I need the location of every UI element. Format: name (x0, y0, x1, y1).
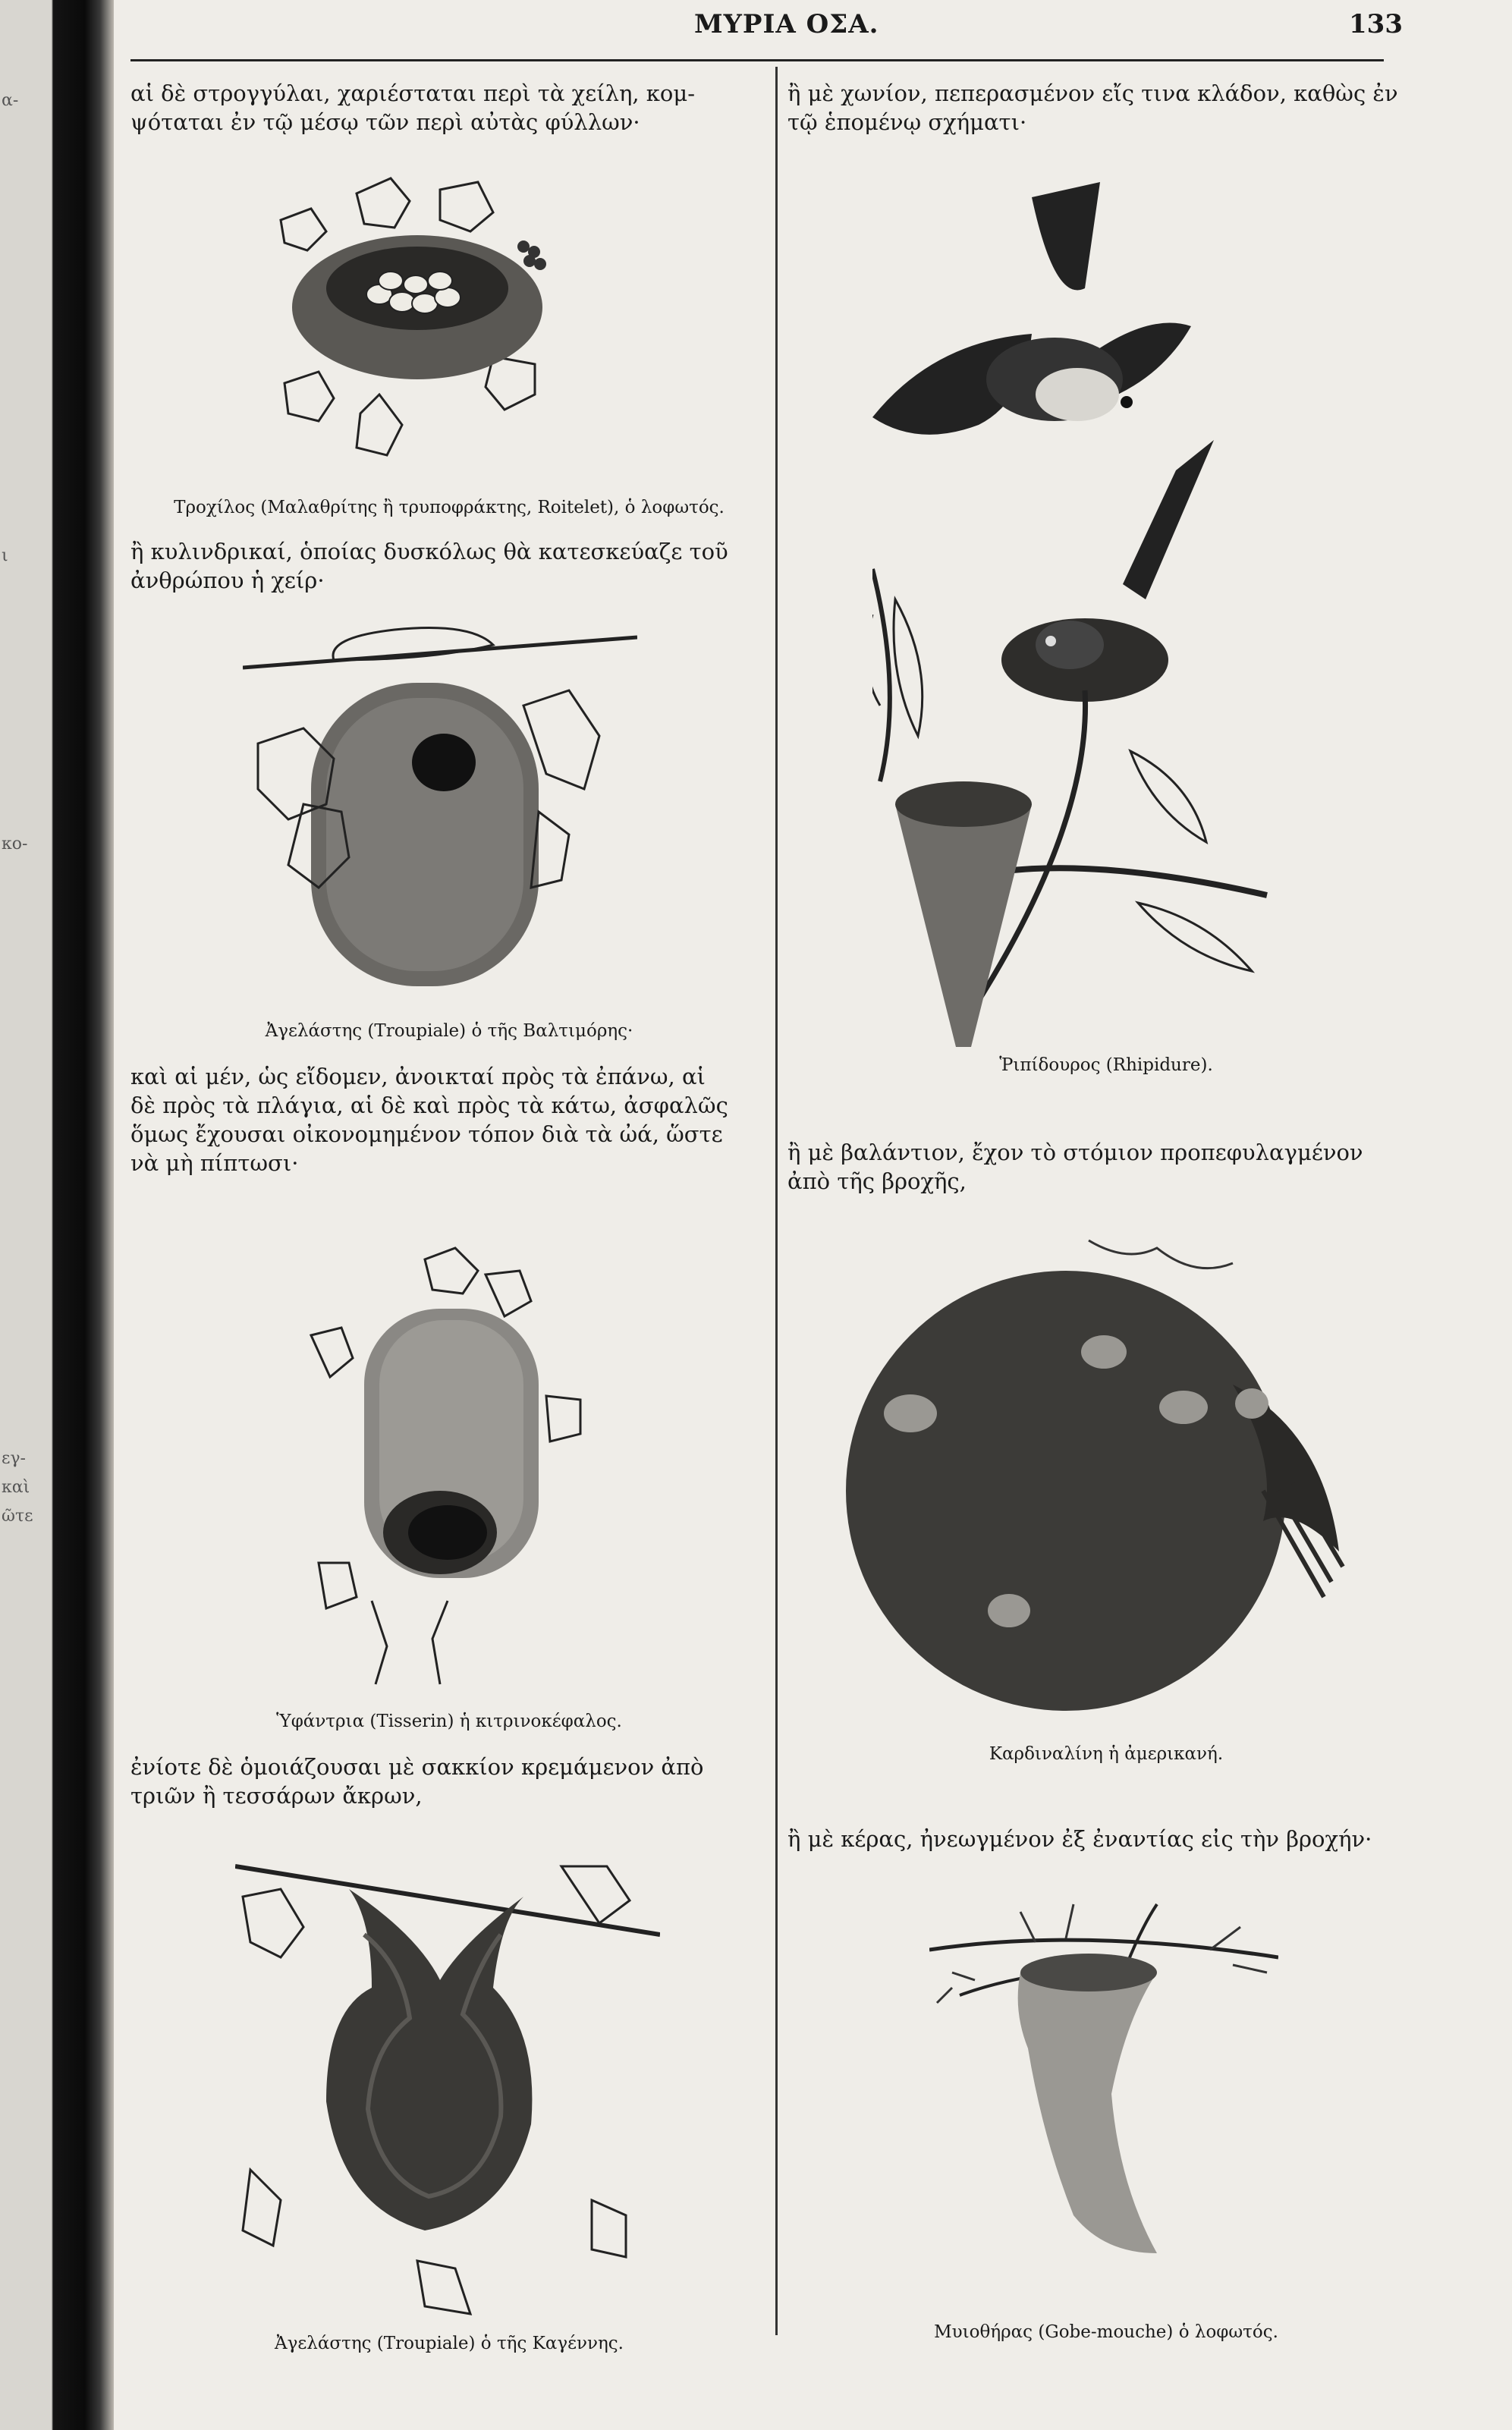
book-page (114, 0, 1512, 2430)
fig1-caption: Τροχίλος (Μαλαθρίτης ἢ τρυποφράκτης, Roitelet), ὁ λοφωτός. (174, 498, 725, 517)
fig2-caption: Ἀγελάστης (Troupiale) ὁ τῆς Βαλτιμόρης· (265, 1021, 633, 1041)
right-text-line: ἀπὸ τῆς βροχῆς, (787, 1168, 967, 1194)
left-text-line: ὅμως ἔχουσαι οἰκονομημένον τόπον διὰ τὰ ὠά, ὥστε (130, 1121, 723, 1147)
cardinal-purse-nest-illustration (838, 1233, 1354, 1718)
left-text-line: καὶ αἱ μέν, ὡς εἴδομεν, ἀνοικταί πρὸς τὰ ἐπάνω, αἱ (130, 1064, 706, 1089)
margin-fragment: καὶ (2, 1478, 30, 1497)
previous-page-margin (0, 0, 46, 2430)
left-text-line: δὲ πρὸς τὰ πλάγια, αἱ δὲ καὶ πρὸς τὰ κάτω, ἀσφαλῶς (130, 1092, 728, 1118)
running-head (114, 0, 1512, 55)
troupiale-baltimore-nest-illustration (243, 615, 637, 1009)
left-text-line: ἐνίοτε δὲ ὁμοιάζουσαι μὲ σακκίον κρεμάμενον ἀπὸ (130, 1754, 704, 1780)
running-title: ΜΥΡΙΑ ΟΣΑ. (694, 9, 879, 39)
left-intro-line: αἱ δὲ στρογγύλαι, χαριέσταται περὶ τὰ χείλη, κομ- (130, 80, 696, 106)
fig3-caption: Ὑφάντρια (Tisserin) ἡ κιτρινοκέφαλος. (276, 1712, 622, 1731)
left-text-line: ἀνθρώπου ἡ χείρ· (130, 567, 325, 593)
fig4-caption: Ἀγελάστης (Troupiale) ὁ τῆς Καγέννης. (275, 2334, 624, 2353)
right-intro-line: ἢ μὲ χωνίον, πεπερασμένον εἴς τινα κλάδον, καθὼς ἐν (787, 80, 1398, 106)
header-rule (130, 59, 1384, 61)
fig6-caption: Καρδιναλίνη ἡ ἀμερικανή. (989, 1744, 1224, 1764)
roitelet-nest-illustration (266, 174, 584, 478)
left-text-line: τριῶν ἢ τεσσάρων ἄκρων, (130, 1783, 423, 1809)
right-text-line: ἢ μὲ κέρας, ἠνεωγμένον ἐξ ἐναντίας εἰς τὴν βροχήν· (787, 1826, 1372, 1852)
tisserin-nest-illustration (288, 1244, 607, 1699)
margin-fragment: εγ- (2, 1449, 26, 1468)
right-text-line: ἢ μὲ βαλάντιον, ἔχον τὸ στόμιον προπεφυλαγμένον (787, 1140, 1363, 1165)
fig5-caption: Ῥιπίδουρος (Rhipidure). (999, 1055, 1213, 1075)
left-intro-line: ψόταται ἐν τῷ μέσῳ τῶν περὶ αὐτὰς φύλλων· (130, 109, 640, 135)
column-divider (775, 67, 778, 2335)
rhipidure-birds-nest-illustration (872, 174, 1282, 1047)
margin-fragment: κο- (2, 835, 28, 853)
page-number: 133 (1349, 9, 1403, 39)
fig7-caption: Μυιοθήρας (Gobe-mouche) ὁ λοφωτός. (934, 2322, 1278, 2342)
left-text-line: ἢ κυλινδρικαί, ὁποίας δυσκόλως θὰ κατεσκεύαζε τοῦ (130, 539, 728, 564)
margin-fragment: ι (2, 546, 8, 565)
right-intro-line: τῷ ἑπομένῳ σχήματι· (787, 109, 1027, 135)
margin-fragment: ῶτε (2, 1507, 33, 1526)
margin-fragment: α- (2, 91, 19, 110)
left-text-line: νὰ μὴ πίπτωσι· (130, 1150, 299, 1176)
troupiale-cayenne-nest-illustration (235, 1851, 660, 2322)
gobe-mouche-horn-nest-illustration (929, 1897, 1278, 2276)
